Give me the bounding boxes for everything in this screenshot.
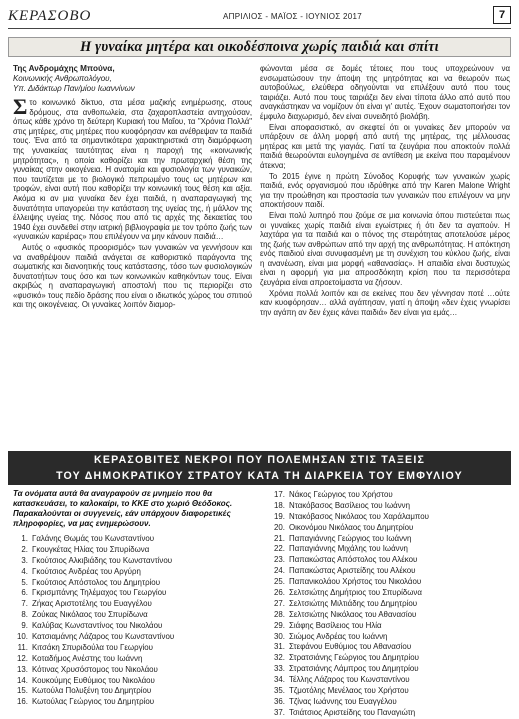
person-name: Σελτσιώτης Μιλτιάδης του Δημητρίου xyxy=(289,598,418,608)
person-name: Σελτσιώτης Δημήτριος του Σπυρίδωνα xyxy=(289,588,422,598)
list-number: 26. xyxy=(274,588,285,598)
name-list-item xyxy=(13,654,174,665)
article-paragraph xyxy=(13,94,252,242)
name-list-item xyxy=(13,621,174,632)
list-number: 29. xyxy=(274,620,285,630)
person-name: Σιάφης Βασίλειος του Ηλία xyxy=(289,620,382,630)
article-paragraph: Χρόνια πολλά λοιπόν και σε εκείνες που δεν γέννησαν ποτέ …ούτε καν κυοφόρησαν… αλλά αγάπησαν, γιατί η άποψη «δεν έχεις γνωρίσει την αγάπη αν δεν έχεις κάνει παιδιά» δεν είναι για εμάς… xyxy=(260,288,510,317)
list-number: 19. xyxy=(274,511,285,521)
person-name: Παπακώστας Απόστολος του Αλέκου xyxy=(289,555,418,565)
person-name: Κοταδήμος Ανέστης του Ιωάννη xyxy=(32,653,143,663)
banner-heading-line-1: ΚΕΡΑΣΟΒΙΤΕΣ ΝΕΚΡΟΙ ΠΟΥ ΠΟΛΕΜΗΣΑΝ ΣΤΙΣ ΤΑΞΕΙΣ xyxy=(93,454,426,466)
paragraph-text: το κοινωνικό δίκτυο, στα μέσα μαζικής ενημέρωσης, στους δρόμους, στα ανθοπωλεία, στα ζαχαροπλαστεία αντηχούσαν, όπως κάθε χρόνο τη δεύτερη Κυριακή του Μαΐου, τα "Χρόνια Πολλά" στις μητέρες, στις μητέρες που κυοφόρησαν και ανέθρεψαν τα παιδιά τους. Ένα από τα σημαντικότερα χαρακτηριστικά στη διαμόρφωση της γυναικείας ταυτότητας είναι η παροχή της «κοινωνικής μητρότητας», η οποία καθορίζει και την πρωταρχική θέση της γυναίκας στην οικογένεια. Η ανατομία και φυσιολογία των γυναικών, που ταυτίζεται με το βιολογικό πεπρωμένο τους ως μητέρων και τροφών, είναι αυτή που καθορίζει την κοινωνική τους θέση και αξία. Ακόμα κι αν μια γυναίκα δεν έχει παιδιά, η αναπαραγωγική της δυνατότητα υπαγορεύει την κατάσταση της υγείας της, ή μάλλον της έλλειψης υγείας της. Νόσος που από τις αρχές της δεκαετίας του 1940 έχει συνδεθεί στην ιατρική βιβλιογραφία με τον τρόπο ζωής των «γυναικών καριέρας» που επιλέγουν να μην κάνουν παιδιά… xyxy=(13,98,252,242)
list-number: 4. xyxy=(21,566,28,576)
memorial-intro: Τα ονόματα αυτά θα αναγραφούν σε μνημείο που θα κατασκευάσει, το καλοκαίρι, το ΚΚΕ στο χωριό Θεόδοκος. Παρακαλούνται οι συγγενείς, εάν υπάρχουν διαφορετικές πληροφορίες, να μας ενημερώσουν. xyxy=(13,489,233,528)
list-number: 37. xyxy=(274,707,285,717)
name-list-item xyxy=(270,599,429,610)
name-list-item xyxy=(13,665,174,676)
name-list-item xyxy=(13,610,174,621)
list-number: 3. xyxy=(21,555,28,565)
person-name: Γκρισμπάνης Τηλέμαχος του Γεωργίου xyxy=(32,588,167,598)
person-name: Στρατσιάνης Γεώργιος του Δημητρίου xyxy=(289,653,419,663)
name-list-item xyxy=(270,512,429,523)
list-number: 15. xyxy=(17,686,28,696)
person-name: Κωτούλα Πολυξένη του Δημητρίου xyxy=(32,686,152,696)
name-list-item xyxy=(270,708,429,719)
name-list-item xyxy=(13,588,174,599)
memorial-banner xyxy=(8,451,511,485)
person-name: Οικονόμου Νικόλαος του Δημητρίου xyxy=(289,522,414,532)
name-list-item xyxy=(270,610,429,621)
name-list-item xyxy=(270,577,429,588)
person-name: Στεφάνου Ευθύμιος του Αθανασίου xyxy=(289,642,412,652)
name-list-item xyxy=(13,599,174,610)
name-list-item xyxy=(13,676,174,687)
person-name: Κότινας Χρυσόστομος του Νικολάου xyxy=(32,664,158,674)
person-name: Παπακώστας Αριστείδης του Αλέκου xyxy=(289,566,416,576)
person-name: Γκούτσιος Ανδρέας του Αργύρη xyxy=(32,566,141,576)
person-name: Νάκος Γεώργιος του Χρήστου xyxy=(289,490,393,499)
person-name: Σιώμος Ανδρέας του Ιωάννη xyxy=(289,631,388,641)
article-paragraph: Είναι αποφασιστικό, αν σκεφτεί ότι οι γυναίκες δεν μπορούν να υπάρξουν σε άλλη μορφή από αυτή της μητέρας, της μέλλουσας μητέρας και μετά της γιαγιάς. Γιατί τα ζευγάρια που αποκτούν πολλά παιδιά θεωρούνται ευλογημένα σε αντίθεση με εκείνα που παραμένουν άτεκνα; xyxy=(260,122,510,170)
name-list-item xyxy=(13,545,174,556)
name-list-item xyxy=(270,544,429,555)
person-name: Γκούτσιος Απόστολος του Δημητρίου xyxy=(32,577,161,587)
list-number: 32. xyxy=(274,653,285,663)
byline xyxy=(13,64,252,94)
list-number: 9. xyxy=(21,621,28,631)
name-list-item xyxy=(13,686,174,697)
list-number: 21. xyxy=(274,533,285,543)
article-paragraph: Αυτός ο «φυσικός προορισμός» των γυναικών να γεννήσουν και να αναθρέψουν παιδιά ανάγεται σε καθοριστικό παράγοντα της σωματικής και διανοητικής τους κατάστασης, τόσο των φυσιολογικών δυνατοτήτων τους όσο και των κοινωνικών καθηκόντων τους. Είναι ακριβώς η αναπαραγωγική αποστολή που τις περιορίζει στο «φυσικό» τους πεδίο δράσης που είναι ο ιδιωτικός χώρος του σπιτιού και της οικογένειας. Οι γυναίκες λοιπόν διαμορ- xyxy=(13,242,252,310)
list-number: 7. xyxy=(21,599,28,609)
person-name: Κιτσάκη Σπυριδούλα του Γεωργίου xyxy=(32,642,153,652)
person-name: Κατσιαμάνης Λάζαρος του Κωνσταντίνου xyxy=(32,632,175,642)
person-name: Καλύβας Κωνσταντίνος του Νικολάου xyxy=(32,621,163,631)
author-name: Της Ανδρομάχης Μπούνα, xyxy=(13,64,115,73)
author-role: Κοινωνικής Ανθρωπολόγου, xyxy=(13,74,112,83)
list-number: 6. xyxy=(21,588,28,598)
person-name: Τσιάτσιος Αριστείδης του Παναγιώτη xyxy=(289,707,416,717)
name-list-item xyxy=(270,686,429,697)
person-name: Παπανικολάου Χρήστος του Νικολάου xyxy=(289,577,422,587)
author-affiliation: Υπ. Διδάκτωρ Παν/μίου Ιωαννίνων xyxy=(13,84,135,93)
list-number: 13. xyxy=(17,664,28,674)
name-list-item xyxy=(270,501,429,512)
article-paragraph: φώνονται μέσα σε δομές τέτοιες που τους υποχρεώνουν να ενσωματώσουν την άποψη της μητρότητας και να θεωρούν πως αυτοβούλως, ελεύθερα οδηγούνται να επιλέξουν αυτό που τους ταιριάζει. Αυτό που τους ταιριάζει δεν είναι τίποτα άλλο από αυτό που αναγκάστηκαν να νομίζουν ότι είναι γι' αυτές. Έχουν σωματοποιήσει τον έμφυλο διαχωρισμό, δεν είναι συνειδητό βιολάβη. xyxy=(260,64,510,121)
list-number: 30. xyxy=(274,631,285,641)
person-name: Γκούτσιος Αλκιβιάδης του Κωνσταντίνου xyxy=(32,555,173,565)
list-number: 33. xyxy=(274,664,285,674)
list-number: 28. xyxy=(274,609,285,619)
list-number: 34. xyxy=(274,675,285,685)
article-paragraph: Είναι πολύ λυπηρό που ζούμε σε μια κοινωνία όπου πιστεύεται πως οι γυναίκες χωρίς παιδιά είναι εγωίστριες ή ότι δεν τα αγαπούν. Η λαχτάρα για τα παιδιά και ο πόνος της στειρότητας αποτελούσε μέρος της ζωής των ανθρώπων από την αρχή της ανθρωπότητας. Η απόκτηση ενός παιδιού είναι συνυφασμένη με τη συνέχιση του κύκλου ζωής, είναι η ανανέωση, είναι μια μορφή «αθανασίας». Η απαιδία είναι δυστυχώς είναι η αφορμή για μια απροσδόκητη κρίση που τα περισσότερα ζευγάρια είναι απροετοίμαστα να ζήσουν. xyxy=(260,210,510,288)
name-list-item xyxy=(270,490,429,501)
person-name: Κωτούλας Γεώργιος του Δημητρίου xyxy=(32,697,155,707)
list-number: 24. xyxy=(274,566,285,576)
name-list-item xyxy=(270,555,429,566)
name-list-item xyxy=(13,643,174,654)
page-header xyxy=(8,6,511,28)
article-title: Η γυναίκα μητέρα και οικοδέσποινα χωρίς παιδιά και σπίτι xyxy=(80,39,439,55)
name-list-item xyxy=(270,523,429,534)
person-name: Στρατσιάνης Λάμπρος του Δημητρίου xyxy=(289,664,419,674)
list-number: 14. xyxy=(17,675,28,685)
newspaper-masthead: ΚΕΡΑΣΟΒΟ xyxy=(8,8,92,24)
name-list-item xyxy=(270,588,429,599)
header-divider xyxy=(8,28,511,29)
page-number: 7 xyxy=(493,6,511,24)
name-list-item xyxy=(13,632,174,643)
person-name: Κουκούμης Ευθύμιος του Νικολάου xyxy=(32,675,155,685)
list-number: 10. xyxy=(17,632,28,642)
drop-cap: Σ xyxy=(13,94,28,119)
list-number: 31. xyxy=(274,642,285,652)
list-number: 17. xyxy=(274,490,285,499)
list-number: 25. xyxy=(274,577,285,587)
article-title-bar xyxy=(8,37,511,57)
name-list-item xyxy=(270,653,429,664)
person-name: Σελτσιώτης Νικόλαος του Αθανασίου xyxy=(289,609,417,619)
name-list-item xyxy=(13,567,174,578)
person-name: Τζμοτόλης Μενέλαος του Χρήστου xyxy=(289,686,409,696)
banner-heading-line-2: ΤΟΥ ΔΗΜΟΚΡΑΤΙΚΟΥ ΣΤΡΑΤΟΥ ΚΑΤΑ ΤΗ ΔΙΑΡΚΕΙΑ ΤΟΥ ΕΜΦΥΛΙΟΥ xyxy=(56,470,463,482)
name-list-item xyxy=(270,697,429,708)
article-column-right xyxy=(260,64,510,318)
name-list-item xyxy=(13,697,174,708)
person-name: Παπαγιάννης Μιχάλης του Ιωάννη xyxy=(289,544,408,554)
list-number: 36. xyxy=(274,696,285,706)
name-list-item xyxy=(270,664,429,675)
person-name: Ζήκας Αριστοτέλης του Ευαγγέλου xyxy=(32,599,152,609)
person-name: Γκουγκέτας Ηλίας του Σπυρίδωνα xyxy=(32,544,150,554)
list-number: 2. xyxy=(21,544,28,554)
person-name: Ντακόβασος Βασίλειος του Ιωάννη xyxy=(289,500,410,510)
list-number: 16. xyxy=(17,697,28,707)
list-number: 22. xyxy=(274,544,285,554)
name-list-item xyxy=(13,556,174,567)
name-list-item xyxy=(13,534,174,545)
issue-date: ΑΠΡΙΛΙΟΣ - ΜΑΪΟΣ - ΙΟΥΝΙΟΣ 2017 xyxy=(223,12,363,21)
name-list-item xyxy=(270,675,429,686)
list-number: 18. xyxy=(274,500,285,510)
person-name: Τέλλης Λάζαρος του Κωνσταντίνου xyxy=(289,675,410,685)
list-number: 35. xyxy=(274,686,285,696)
name-list-item xyxy=(270,534,429,545)
list-number: 1. xyxy=(21,534,28,543)
list-number: 23. xyxy=(274,555,285,565)
person-name: Παπαγιάννης Γεώργιος του Ιωάννη xyxy=(289,533,412,543)
person-name: Ντακόβασος Νικόλαος του Χαράλαμπου xyxy=(289,511,429,521)
list-number: 8. xyxy=(21,610,28,620)
list-number: 11. xyxy=(17,642,28,652)
name-list-item xyxy=(270,621,429,632)
names-list-left xyxy=(13,534,174,708)
list-number: 5. xyxy=(21,577,28,587)
person-name: Γαλάνης Θωμάς του Κωνσταντίνου xyxy=(32,534,155,543)
name-list-item xyxy=(270,632,429,643)
name-list-item xyxy=(270,642,429,653)
article-column-left xyxy=(13,64,252,311)
list-number: 27. xyxy=(274,598,285,608)
name-list-item xyxy=(270,566,429,577)
person-name: Ζούκας Νικόλαος του Σπυρίδωνα xyxy=(32,610,148,620)
name-list-item xyxy=(13,578,174,589)
list-number: 12. xyxy=(17,653,28,663)
names-list-right xyxy=(270,490,429,719)
article-paragraph: Το 2015 έγινε η πρώτη Σύνοδος Κορυφής των γυναικών χωρίς παιδιά, ενός οργανισμού που ιδρύθηκε από την Karen Malone Wright για την προώθηση και προστασία των γυναικών που επιλέγουν να μην αποκτήσουν παιδί. xyxy=(260,171,510,210)
person-name: Τζίνας Ιωάννης του Ευαγγέλου xyxy=(289,696,397,706)
list-number: 20. xyxy=(274,522,285,532)
